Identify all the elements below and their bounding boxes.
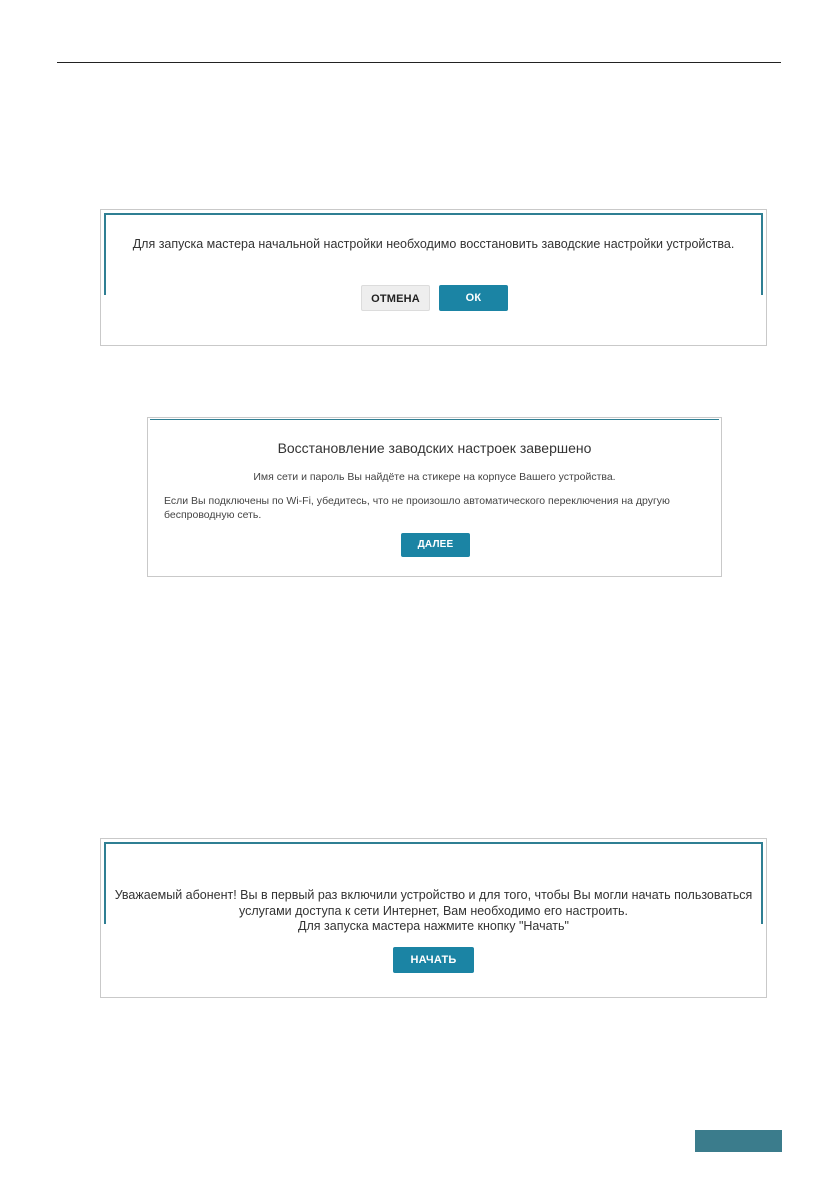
page-number-badge (695, 1130, 782, 1152)
reset-confirm-message: Для запуска мастера начальной настройки необходимо восстановить заводские настройки устройства. (132, 237, 735, 251)
cancel-button[interactable]: ОТМЕНА (361, 285, 430, 311)
start-button[interactable]: НАЧАТЬ (393, 947, 474, 973)
reset-done-title: Восстановление заводских настроек завершено (277, 440, 592, 456)
reset-done-line2a: Если Вы подключены по Wi-Fi, убедитесь, что не произошло автоматического переключения на другую (164, 495, 670, 507)
next-button[interactable]: ДАЛЕЕ (401, 533, 470, 557)
reset-done-dialog (150, 419, 719, 574)
reset-done-line2b: беспроводную сеть. (164, 509, 262, 521)
welcome-screenshot (100, 838, 767, 998)
ok-button[interactable]: ОК (439, 285, 508, 311)
welcome-line1: Уважаемый абонент! Вы в первый раз включили устройство и для того, чтобы Вы могли начать пользоваться (114, 888, 753, 902)
welcome-dialog (105, 842, 762, 992)
reset-confirm-screenshot (100, 209, 767, 346)
welcome-line3: Для запуска мастера нажмите кнопку "Начать" (298, 919, 569, 933)
welcome-line2: услугами доступа к сети Интернет, Вам необходимо его настроить. (238, 904, 629, 918)
page-header-rule (57, 62, 781, 63)
reset-done-screenshot (147, 417, 722, 577)
reset-done-line1: Имя сети и пароль Вы найдёте на стикере на корпусе Вашего устройства. (253, 471, 616, 483)
reset-confirm-dialog (105, 213, 762, 341)
